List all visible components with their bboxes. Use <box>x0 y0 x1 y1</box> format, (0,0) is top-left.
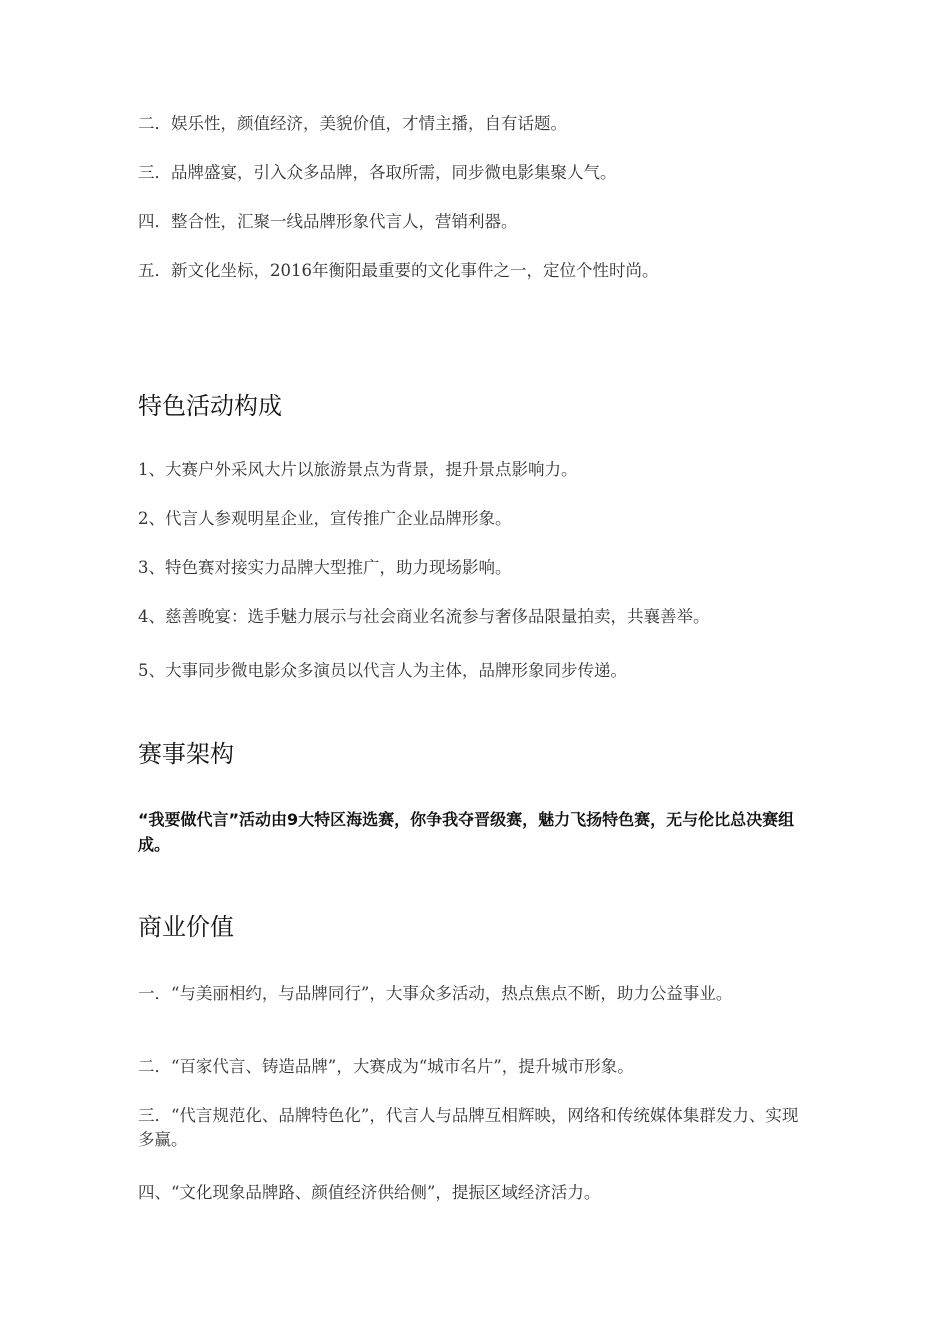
value-item: 二．“百家代言、铸造品牌”，大赛成为“城市名片”，提升城市形象。 <box>138 1057 634 1076</box>
feature-item: 2、代言人参观明星企业，宣传推广企业品牌形象。 <box>138 509 512 528</box>
value-item: 三．“代言规范化、品牌特色化”，代言人与品牌互相辉映，网络和传统媒体集群发力、实现多赢。 <box>138 1106 799 1149</box>
feature-item: 4、慈善晚宴：选手魅力展示与社会商业名流参与奢侈品限量拍卖，共襄善举。 <box>138 607 710 626</box>
intro-item: 四．整合性，汇聚一线品牌形象代言人，营销利器。 <box>138 212 518 231</box>
intro-item: 三．品牌盛宴，引入众多品牌，各取所需，同步微电影集聚人气。 <box>138 163 617 182</box>
intro-item: 二．娱乐性，颜值经济，美貌价值，才情主播，自有话题。 <box>138 114 567 133</box>
feature-item: 3、特色赛对接实力品牌大型推广，助力现场影响。 <box>138 558 512 577</box>
feature-item: 5、大事同步微电影众多演员以代言人为主体，品牌形象同步传递。 <box>138 661 627 680</box>
structure-heading: 赛事架构 <box>138 740 234 768</box>
value-heading: 商业价值 <box>138 913 234 941</box>
intro-item: 五．新文化坐标，2016年衡阳最重要的文化事件之一，定位个性时尚。 <box>138 261 659 280</box>
structure-paragraph: “我要做代言”活动由9大特区海选赛，你争我夺晋级赛，魅力飞扬特色赛，无与伦比总决赛组成。 <box>138 810 795 854</box>
features-heading: 特色活动构成 <box>138 392 282 420</box>
feature-item: 1、大赛户外采风大片以旅游景点为背景，提升景点影响力。 <box>138 460 578 479</box>
value-item: 一．“与美丽相约，与品牌同行”，大事众多活动，热点焦点不断，助力公益事业。 <box>138 984 733 1003</box>
value-item: 四、“文化现象品牌路、颜值经济供给侧”，提振区域经济活力。 <box>138 1183 601 1202</box>
